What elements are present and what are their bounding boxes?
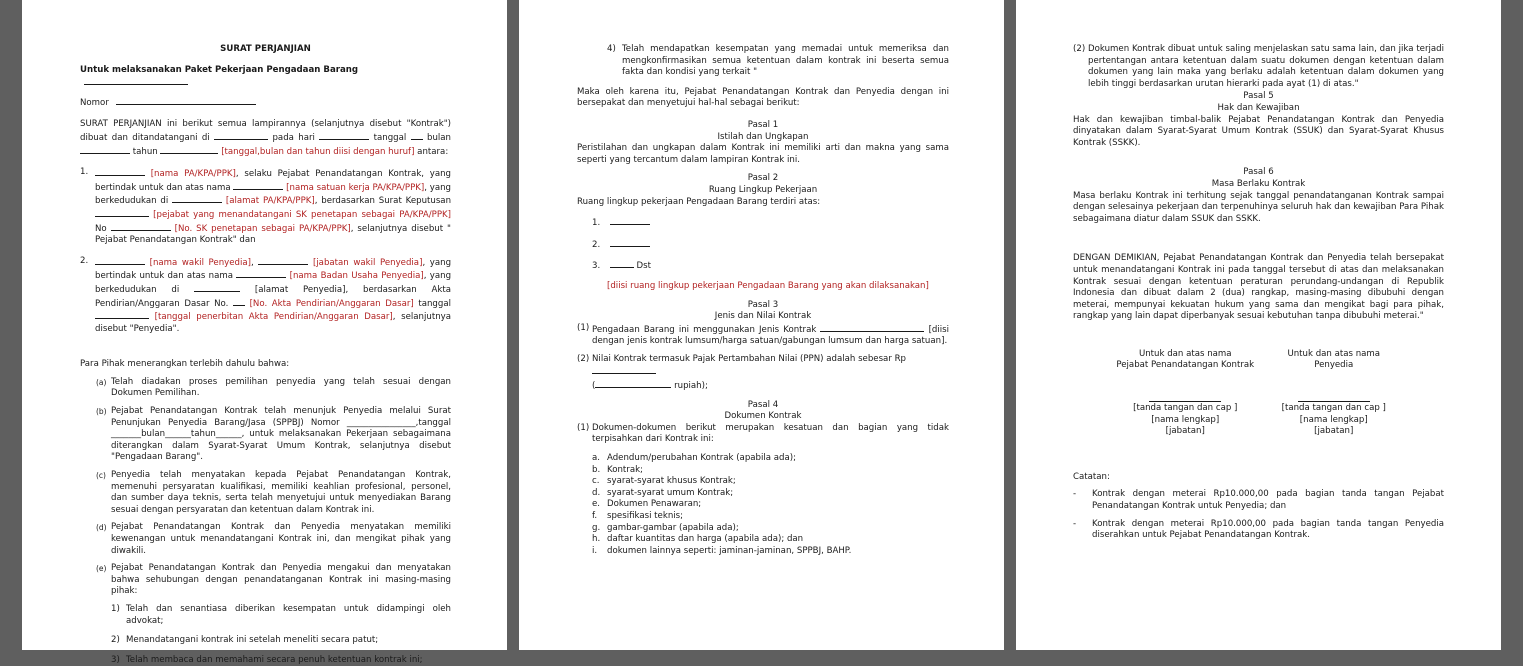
pasal-2-number: Pasal 2 [747, 173, 779, 184]
recital-text: Telah diadakan proses pemilihan penyedia yang telah sesuai dengan Dokumen Pemilihan. [111, 376, 451, 399]
party-2-text-1: , yang bertindak untuk dan atas nama [95, 257, 452, 282]
pasal-3-item-2-text: Nilai Kontrak termasuk Pajak Pertambahan Nilai (PPN) adalah sebesar Rp ( rupiah); [592, 353, 907, 392]
sig-penyedia-line-2: Penyedia [1314, 360, 1354, 371]
doc-label: i. [592, 545, 598, 556]
doc-text: Adendum/perubahan Kontrak (apabila ada); [607, 453, 797, 464]
recital-label: (b) [96, 407, 107, 417]
doc-label: d. [592, 487, 601, 498]
party-1-red-1: [nama PA/KPA/PPK] [150, 169, 236, 180]
intro-red-note: [tanggal,bulan dan tahun diisi dengan huruf] [221, 146, 415, 157]
party-1-red-2: [nama satuan kerja PA/KPA/PPK] [286, 182, 425, 193]
doc-text: dokumen lainnya seperti: jaminan-jaminan, SPPBJ, BAHP. [607, 545, 852, 556]
pasal-1-number: Pasal 1 [747, 119, 779, 130]
para-pihak-intro: Para Pihak menerangkan terlebih dahulu bahwa: [80, 359, 290, 370]
blank [194, 283, 240, 292]
catatan-label: Catatan: [1073, 471, 1110, 482]
doc-text: daftar kuantitas dan harga (apabila ada); dan [607, 534, 804, 545]
note-dash: - [1073, 518, 1077, 529]
party-1-text-2: , yang berkedudukan di [95, 182, 451, 207]
signature-block [1073, 349, 1444, 438]
subpoint-text: Telah membaca dan memahami secara penuh ketentuan kontrak ini; [126, 654, 423, 665]
party-2-red-5: [tanggal penerbitan Akta Pendirian/Anggaran Dasar] [154, 312, 393, 323]
pasal-4-title: Dokumen Kontrak [724, 411, 802, 422]
pasal-3-item-1 [577, 323, 949, 348]
blank [111, 222, 171, 231]
note-dash: - [1073, 489, 1077, 500]
subpoint-label: 1) [111, 603, 120, 614]
recital-label: (c) [96, 471, 106, 481]
pasal-4-item-2-label: (2) [1073, 44, 1086, 54]
subpoint-text: Menandatangani kontrak ini setelah meneliti secara patut; [126, 635, 379, 646]
intro-text-a: SURAT PERJANJIAN ini berikut semua lampirannya (selanjutnya disebut "Kontrak") dibuat dan ditandatangani di [80, 119, 451, 143]
blank [258, 256, 308, 265]
demikian-paragraph: DENGAN DEMIKIAN, Pejabat Penandatangan Kontrak dan Penyedia telah bersepakat untuk menandatangani Kontrak ini pada tanggal tersebut di atas dan melaksanakan Kontrak sesuai dengan ketentuan peraturan perundang-undangan di Republik Indonesia dan dibuat dalam 2 (dua) rangkap, masing-masing dibubuhi dengan meterai, mempunyai kekuatan hukum yang sama dan mengikat bagi para pihak, rangkap yang lain dapat diperbanyak sesuai kebutuhan tanpa dibubuhi meterai." [1073, 253, 1444, 322]
signature-ppk [1111, 349, 1260, 438]
sig-ppk-line-2: Pejabat Penandatangan Kontrak [1116, 360, 1255, 371]
subpoint-label: 2) [111, 635, 120, 646]
party-2-text-2: , yang berkedudukan di [95, 271, 452, 295]
document-subtitle [80, 65, 451, 90]
note-item [1073, 519, 1444, 542]
recital-label: (a) [96, 377, 107, 387]
party-2-text-5: , selanjutnya disebut "Penyedia". [95, 312, 451, 334]
intro-text-e: tahun [132, 146, 158, 157]
pasal-4-number: Pasal 4 [747, 399, 779, 410]
intro-text-d: bulan [427, 132, 452, 143]
blank-place [214, 131, 268, 140]
intro-paragraph [80, 119, 451, 158]
item-4-text: Telah mendapatkan kesempatan yang memadai untuk memeriksa dan mengkonfirmasikan semua ketentuan dalam kontrak ini beserta semua fakta dan kondisi yang terkait " [622, 44, 949, 78]
party-2-red-3: [nama Badan Usaha Penyedia] [289, 271, 424, 282]
scope-list [577, 216, 949, 292]
recitals-list [80, 377, 451, 666]
party-2-text: [nama wakil Penyedia], [jabatan wakil Penyedia], yang bertindak untuk dan atas nama [nama Badan Usaha Penyedia], yang berkedudukan di [alamat Penyedia], berdasarkan Akta Pendirian/Anggaran Dasar No. [No. Akta Pendirian/Anggaran Dasar] tanggal [tanggal penerbitan Akta Pendirian/Anggaran Dasar], selanjutnya disebut "Penyedia". [95, 257, 452, 334]
note-text: Kontrak dengan meterai Rp10.000,00 pada bagian tanda tangan Penyedia diserahkan untuk Pejabat Penandatangan Kontrak. [1092, 518, 1444, 541]
scope-number: 1. [592, 218, 601, 229]
subpoint-item [111, 635, 451, 647]
signature-penyedia [1260, 349, 1409, 438]
note-item [1073, 489, 1444, 512]
party-1-number: 1. [80, 167, 89, 178]
party-2-red-1: [nama wakil Penyedia] [149, 257, 251, 268]
pasal-4-item-1-label: (1) [577, 422, 590, 433]
subpoint-label: 3) [111, 654, 120, 665]
blank-amount-words [595, 379, 671, 388]
pasal-5-number: Pasal 5 [1243, 91, 1274, 102]
document-page-3 [1016, 0, 1501, 650]
doc-item [592, 476, 949, 488]
recital-label: (d) [96, 523, 107, 533]
party-2-text-3: [alamat Penyedia], berdasarkan Akta Pendirian/Anggaran Dasar No. [95, 284, 451, 309]
blank [95, 167, 145, 176]
party-1-red-4: [pejabat yang menandatangani SK penetapan sebagai PA/KPA/PPK] [153, 209, 451, 220]
doc-label: f. [592, 511, 598, 521]
doc-item [592, 465, 949, 477]
recital-label: (e) [96, 564, 107, 574]
p3-2-text-b: rupiah); [674, 381, 708, 392]
recital-item [96, 406, 451, 464]
maka-paragraph: Maka oleh karena itu, Pejabat Penandatangan Kontrak dan Penyedia dengan ini bersepakat dan menyetujui hal-hal sebagai berikut: [577, 86, 949, 109]
doc-text: gambar-gambar (apabila ada); [607, 522, 739, 533]
pasal-4-item-1-text: Dokumen-dokumen berikut merupakan kesatuan dan bagian yang tidak terpisahkan dari Kontrak ini: [592, 422, 949, 445]
scope-blank [610, 216, 650, 225]
recital-text: Pejabat Penandatangan Kontrak dan Penyedia mengakui dan menyatakan bahwa sehubungan dengan penandatanganan Kontrak ini masing-masing pihak: [111, 563, 451, 597]
recital-text: Pejabat Penandatangan Kontrak dan Penyedia menyatakan memiliki kewenangan untuk menandatangani Kontrak ini, dan mengikat pihak yang diwakili. [111, 522, 451, 556]
subpoint-item [111, 655, 451, 666]
subpoint-list [96, 604, 451, 666]
pasal-3-number: Pasal 3 [747, 299, 779, 310]
party-1-text [95, 167, 451, 247]
sig-penyedia-title: [jabatan] [1314, 426, 1354, 437]
nomor-blank [116, 96, 256, 105]
scope-dst: Dst [636, 261, 651, 272]
doc-item [592, 488, 949, 500]
doc-label: b. [592, 464, 601, 475]
blank [172, 194, 222, 203]
item-4-label: 4) [607, 44, 616, 54]
party-1-red-5: [No. SK penetapan sebagai PA/KPA/PPK] [174, 223, 351, 234]
party-2-red-2: [jabatan wakil Penyedia] [312, 257, 423, 268]
scope-blank [610, 259, 634, 268]
nomor-line [80, 96, 451, 110]
party-2-number: 2. [80, 255, 89, 266]
blank-amount [592, 365, 656, 374]
scope-number: 3. [592, 261, 601, 272]
document-page-1 [22, 0, 507, 665]
subpoint-text: Telah dan senantiasa diberikan kesempatan untuk didampingi oleh advokat; [126, 603, 451, 626]
pasal-4-item-2 [1073, 44, 1444, 90]
doc-item [592, 523, 949, 535]
party-1-red-3: [alamat PA/KPA/PPK] [225, 196, 315, 207]
pasal-2-text: Ruang lingkup pekerjaan Pengadaan Barang terdiri atas: [577, 196, 821, 207]
intro-text-c: tanggal [373, 132, 407, 143]
subpoint-item [111, 604, 451, 627]
p3-2-text-a: Nilai Kontrak termasuk Pajak Pertambahan Nilai (PPN) adalah sebesar Rp [592, 353, 907, 364]
sig-penyedia-line [1298, 392, 1370, 402]
blank-contract-type [820, 323, 924, 332]
document-title: SURAT PERJANJIAN [220, 44, 311, 54]
blank [95, 310, 149, 319]
scope-blank [610, 238, 650, 247]
recital-item [96, 377, 451, 400]
pasal-2-title: Ruang Lingkup Pekerjaan [708, 184, 818, 195]
sig-ppk-line-1: Untuk dan atas nama [1138, 348, 1232, 359]
party-2 [80, 256, 451, 336]
doc-label: e. [592, 499, 601, 510]
intro-text-f: antara: [417, 146, 449, 157]
subtitle-blank [84, 76, 188, 85]
recital-item [96, 522, 451, 557]
document-order-list [577, 453, 949, 557]
doc-text: Kontrak; [607, 464, 643, 475]
party-1-text-5: , selanjutnya disebut " Pejabat Penandatangan Kontrak" dan [95, 223, 452, 246]
doc-label: g. [592, 522, 601, 533]
doc-text: Dokumen Penawaran; [607, 499, 702, 510]
doc-item [592, 511, 949, 523]
pasal-5-text: Hak dan kewajiban timbal-balik Pejabat Penandatangan Kontrak dan Penyedia dinyatakan dalam Syarat-Syarat Umum Kontrak (SSUK) dan Syarat-Syarat Khusus Kontrak (SSKK). [1073, 114, 1444, 148]
scope-item [592, 216, 949, 230]
doc-text: syarat-syarat umum Kontrak; [607, 487, 734, 498]
note-text: Kontrak dengan meterai Rp10.000,00 pada bagian tanda tangan Pejabat Penandatangan Kontrak untuk Penyedia; dan [1092, 489, 1444, 512]
pasal-3-item-1-label: (1) [577, 322, 590, 333]
doc-text: syarat-syarat khusus Kontrak; [607, 476, 736, 487]
item-4 [577, 44, 949, 79]
doc-text: spesifikasi teknis; [607, 511, 684, 521]
recital-text: Penyedia telah menyatakan kepada Pejabat Penandatangan Kontrak, memenuhi persyaratan kualifikasi, memiliki keahlian profesional, personel, dan sumber daya teknis, serta telah menyetujui untuk menyediakan Barang sesuai dengan persyaratan dan ketentuan dalam Kontrak ini. [111, 470, 451, 515]
nomor-label: Nomor [80, 97, 109, 108]
sig-penyedia-line-1: Untuk dan atas nama [1287, 348, 1381, 359]
pasal-6-text: Masa berlaku Kontrak ini terhitung sejak tanggal penandatanganan Kontrak sampai dengan selesainya pekerjaan dan terpenuhinya seluruh hak dan kewajiban Para Pihak sebagaimana diatur dalam SSUK dan SSKK. [1073, 190, 1444, 224]
pasal-4-item-2-text: Dokumen Kontrak dibuat untuk saling menjelaskan satu sama lain, dan jika terjadi pertentangan antara ketentuan dalam suatu dokumen dengan ketentuan dalam dokumen yang lain maka yang berlaku adalah ketentuan dalam dokumen yang lebih tinggi berdasarkan urutan hierarki pada ayat (1) di atas." [1088, 44, 1444, 89]
sig-ppk-title: [jabatan] [1165, 426, 1205, 437]
pasal-4-item-1 [577, 423, 949, 446]
document-page-2 [519, 0, 1004, 650]
party-2-red-4: [No. Akta Pendirian/Anggaran Dasar] [249, 298, 414, 309]
sig-ppk-line [1149, 392, 1221, 402]
blank [233, 297, 245, 306]
pasal-1-title: Istilah dan Ungkapan [717, 131, 809, 142]
recital-text: Pejabat Penandatangan Kontrak telah menunjuk Penyedia melalui Surat Penunjukan Penyedia Barang/Jasa (SPPBJ) Nomor ________________,tanggal _______bulan______tahun______, untuk melaksanakan Pekerjaan sebagaimana diterangkan dalam Syarat-Syarat Umum Kontrak, selanjutnya disebut "Pengadaan Barang". [111, 406, 451, 463]
blank [95, 256, 145, 265]
blank-month [80, 145, 130, 154]
recital-item [96, 470, 451, 516]
party-1-text-3: , berdasarkan Surat Keputusan [314, 196, 452, 207]
sig-penyedia-sign: [tanda tangan dan cap ] [1281, 403, 1386, 414]
scope-item [592, 259, 949, 273]
blank [236, 269, 286, 278]
blank [233, 181, 283, 190]
pasal-3-title: Jenis dan Nilai Kontrak [714, 311, 812, 322]
doc-item [592, 499, 949, 511]
doc-label: c. [592, 476, 600, 487]
pasal-5-title: Hak dan Kewajiban [1217, 102, 1300, 113]
blank [95, 208, 149, 217]
pasal-3-item-2 [577, 354, 949, 393]
blank-day [319, 131, 369, 140]
intro-text-b: pada hari [272, 132, 315, 143]
pasal-3-item-1-text [592, 323, 949, 348]
doc-item [592, 534, 949, 546]
scope-number: 2. [592, 239, 601, 250]
party-1 [80, 167, 451, 247]
party-1-text-4: No [95, 223, 107, 234]
p3-1-text-b: [diisi dengan jenis kontrak lumsum/harga satuan/gabungan lumsum dan harga satuan]. [592, 324, 950, 347]
party-1-text-1: , selaku Pejabat Penandatangan Kontrak, yang bertindak untuk dan atas nama [95, 169, 451, 193]
subtitle-text: Untuk melaksanakan Paket Pekerjaan Pengadaan Barang [80, 64, 359, 75]
pasal-6-title: Masa Berlaku Kontrak [1211, 178, 1306, 189]
scope-red-note: [diisi ruang lingkup pekerjaan Pengadaan Barang yang akan dilaksanakan] [607, 280, 929, 291]
pasal-6-number: Pasal 6 [1243, 167, 1274, 178]
sig-penyedia-name: [nama lengkap] [1299, 414, 1368, 425]
pasal-3-item-2-label: (2) [577, 353, 590, 364]
pasal-1-text: Peristilahan dan ungkapan dalam Kontrak ini memiliki arti dan makna yang sama seperti yang tercantum dalam lampiran Kontrak ini. [577, 143, 949, 165]
doc-item [592, 453, 949, 465]
sig-ppk-name: [nama lengkap] [1151, 414, 1220, 425]
party-2-text-4: tanggal [418, 298, 451, 309]
doc-label: h. [592, 534, 601, 545]
p3-1-text-a: Pengadaan Barang ini menggunakan Jenis Kontrak [592, 324, 817, 335]
scope-item [592, 238, 949, 252]
doc-label: a. [592, 453, 600, 464]
sig-ppk-sign: [tanda tangan dan cap ] [1133, 403, 1238, 414]
blank-year [160, 145, 218, 154]
recital-item [96, 563, 451, 598]
blank-date [411, 131, 423, 140]
doc-item [592, 546, 949, 558]
